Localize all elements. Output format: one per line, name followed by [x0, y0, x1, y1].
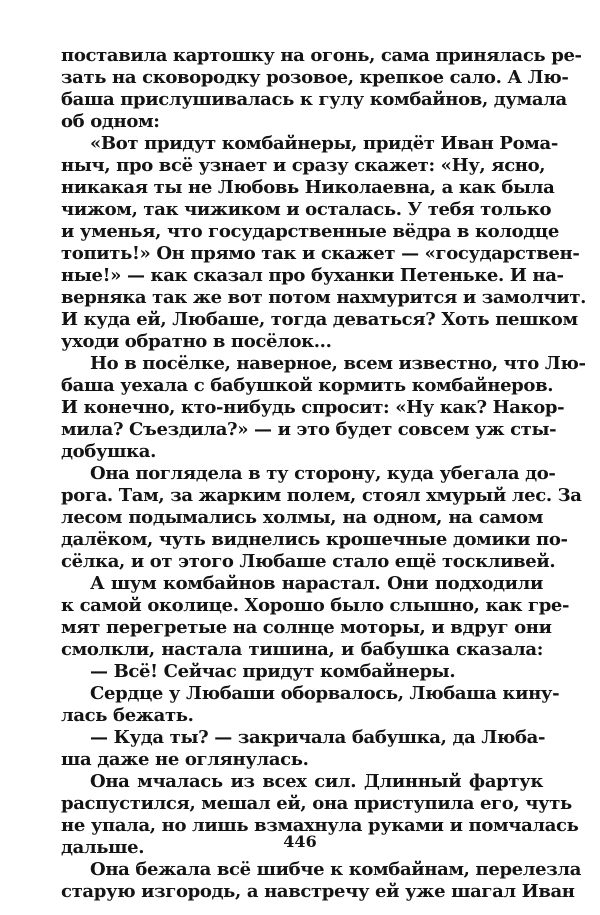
- text-line: — Куда ты? — закричала бабушка, да Люба-: [90, 727, 546, 748]
- text-line: далёком, чуть виднелись крошечные домики по-: [61, 529, 568, 550]
- text-line: лесом подымались холмы, на одном, на самом: [61, 507, 543, 528]
- text-line: дальше.: [61, 837, 145, 858]
- text-line: об одном:: [61, 111, 160, 132]
- text-line: А шум комбайнов нарастал. Они подходили: [90, 573, 543, 594]
- text-line: лась бежать.: [61, 705, 194, 726]
- text-line: и уменья, что государственные вёдра в колодце: [61, 221, 559, 242]
- page-number: 446: [283, 832, 317, 851]
- text-line: не упала, но лишь взмахнула руками и помчалась: [61, 815, 579, 836]
- text-line: чижом, так чижиком и осталась. У тебя только: [61, 199, 552, 220]
- text-line: баша прислушивалась к гулу комбайнов, думала: [61, 89, 567, 110]
- text-line: Она мчалась из всех сил. Длинный фартук: [90, 771, 543, 792]
- text-line: мят перегретые на солнце моторы, и вдруг они: [61, 617, 552, 638]
- text-line: распустился, мешал ей, она приступила его, чуть: [61, 793, 572, 814]
- text-line: сёлка, и от этого Любаше стало ещё тоскливей.: [61, 551, 556, 572]
- text-line: уходи обратно в посёлок...: [61, 331, 332, 352]
- text-line: Сердце у Любаши оборвалось, Любаша кину-: [90, 683, 560, 704]
- text-line: добушка.: [61, 441, 157, 462]
- text-line: топить!» Он прямо так и скажет — «государствен-: [61, 243, 580, 264]
- text-line: рога. Там, за жарким полем, стоял хмурый лес. За: [61, 485, 582, 506]
- text-line: верняка так же вот потом нахмурится и замолчит.: [61, 287, 587, 308]
- text-line: мила? Съездила?» — и это будет совсем уж сты-: [61, 419, 557, 440]
- body-text: [61, 45, 587, 903]
- text-line: «Вот придут комбайнеры, придёт Иван Рома-: [90, 133, 558, 154]
- text-line: смолкли, настала тишина, и бабушка сказала:: [61, 639, 543, 660]
- text-line: зать на сковородку розовое, крепкое сало. А Лю-: [61, 67, 569, 88]
- text-line: — Всё! Сейчас придут комбайнеры.: [90, 661, 456, 682]
- text-line: баша уехала с бабушкой кормить комбайнеров.: [61, 375, 554, 396]
- text-line: никакая ты не Любовь Николаевна, а как была: [61, 177, 555, 198]
- text-line: ныч, про всё узнает и сразу скажет: «Ну, ясно,: [61, 155, 546, 176]
- text-line: Но в посёлке, наверное, всем известно, что Лю-: [90, 353, 586, 374]
- text-line: ша даже не оглянулась.: [61, 749, 309, 770]
- text-line: И куда ей, Любаше, тогда деваться? Хоть пешком: [61, 309, 578, 330]
- text-line: Она бежала всё шибче к комбайнам, перелезла: [90, 859, 582, 880]
- text-line: поставила картошку на огонь, сама принялась ре-: [61, 45, 582, 66]
- text-line: старую изгородь, а навстречу ей уже шагал Иван: [61, 881, 575, 902]
- text-line: ные!» — как сказал про буханки Петеньке. И на-: [61, 265, 564, 286]
- text-line: И конечно, кто-нибудь спросит: «Ну как? Накор-: [61, 397, 565, 418]
- text-line: Она поглядела в ту сторону, куда убегала до-: [90, 463, 556, 484]
- text-line: к самой околице. Хорошо было слышно, как гре-: [61, 595, 570, 616]
